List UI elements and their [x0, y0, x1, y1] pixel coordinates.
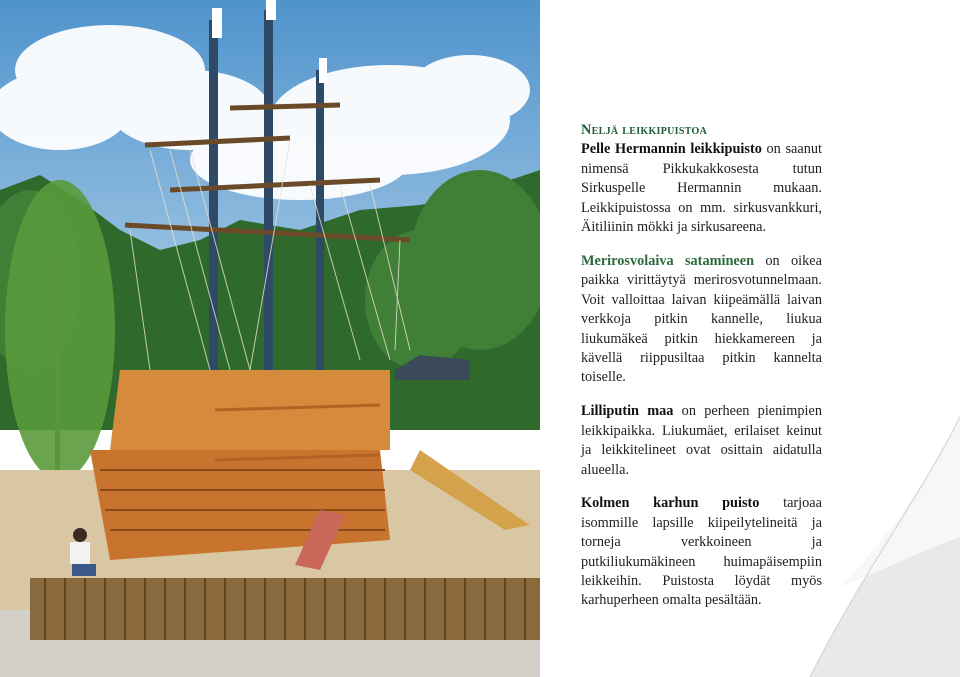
section-title: Pelle Hermannin leikkipuisto: [581, 141, 762, 158]
section-title: Kolmen karhun puisto: [581, 495, 760, 512]
section-3: [581, 402, 822, 480]
section-title: Lilliputin maa: [581, 403, 674, 420]
section-text: on saanut nimensä Pikkukakkosesta tutun Sirkuspelle Hermannin mukaan. Leikkipuistossa on mm. sirkusvankkuri, Äitiliinin mökki ja sirkusareena.: [581, 141, 822, 236]
article-text: [581, 121, 822, 625]
section-text: on perheen pienimpien leikkipaikka. Liukumäet, erilaiset keinut ja leikkitelineet ovat osittain aidatulla alueella.: [581, 403, 822, 478]
section-text: tarjoaa isommille lapsille kiipeilytelineitä ja torneja verkkoineen ja putkiliukumäkineen huimapäisempiin leikkeihin. Puistosta löydät myös karhuperheen omalta pesältään.: [581, 495, 822, 609]
section-text: on oikea paikka virittäytyä merirosvotunnelmaan. Voit valloittaa laivan kiipeämällä laivan verkkoja pitkin kannelle, liukua liukumäkeä pitkin hiekkamereen ja kävellä riippusiltaa pitkin kannelta toiselle.: [581, 252, 822, 386]
article-heading: Neljä leikkipuistoa: [581, 122, 708, 138]
section-4: [581, 494, 822, 610]
section-2: [581, 252, 822, 388]
section-title: Merirosvolaiva satamineen: [581, 252, 755, 269]
page-curl-decoration: [800, 377, 960, 677]
section-1: [581, 121, 822, 237]
